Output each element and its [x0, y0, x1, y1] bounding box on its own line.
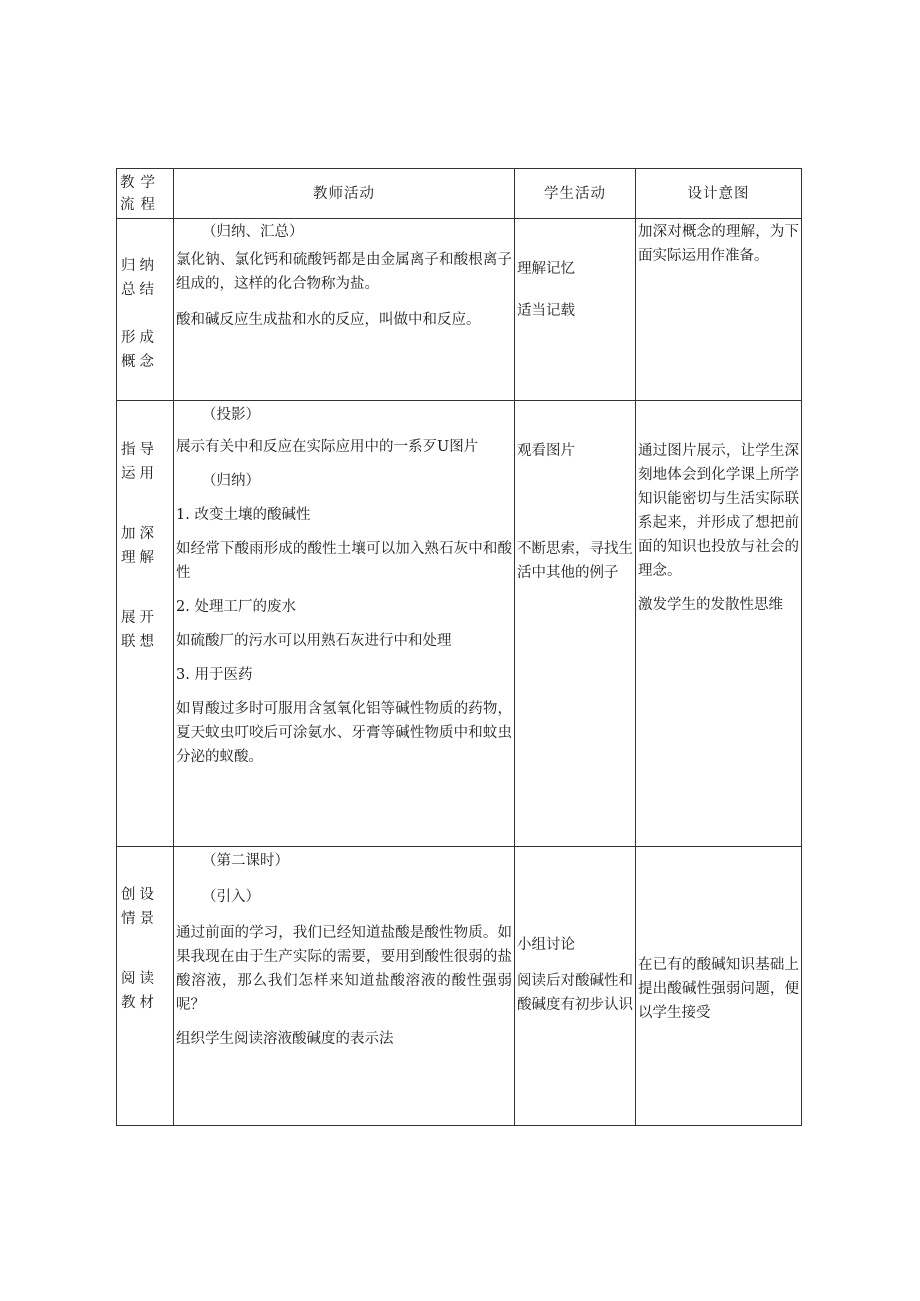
intent-text: 通过图片展示，让学生深刻地体会到化学课上所学知识能密切与生活实际联系起来，并形成了想把前面的知识也投放与社会的理念。 — [638, 443, 799, 579]
design-intent-cell — [636, 401, 802, 847]
student-text: 观看图片 — [517, 443, 575, 459]
teacher-text: 如硫酸厂的污水可以用熟石灰进行中和处理 — [176, 633, 452, 649]
student-activity-cell — [515, 401, 636, 847]
header-teaching-flow: 教学流程 — [117, 169, 174, 219]
flow-cell — [117, 847, 174, 1126]
student-activity-cell — [515, 847, 636, 1126]
header-teacher-activity: 教师活动 — [174, 169, 515, 219]
flow-stage: 阅读教材 — [121, 971, 158, 1011]
teacher-heading: 3. 用于医药 — [176, 667, 253, 683]
flow-stage: 创设情景 — [121, 887, 158, 927]
design-intent-cell — [636, 847, 802, 1126]
flow-stage: 指导运用 — [121, 442, 158, 482]
teacher-text: 展示有关中和反应在实际应用中的一系歹U图片 — [176, 439, 479, 455]
flow-stage: 加深理解 — [121, 526, 158, 566]
teacher-activity-cell — [174, 847, 515, 1126]
table-row — [117, 219, 802, 401]
student-text: 适当记载 — [517, 303, 575, 319]
table-row — [117, 847, 802, 1126]
flow-stage: 形成概念 — [121, 330, 158, 370]
teacher-text: 氯化钠、氯化钙和硫酸钙都是由金属离子和酸根离子组成的，这样的化合物称为盐。 — [176, 252, 512, 292]
teacher-text: 酸和碱反应生成盐和水的反应，叫做中和反应。 — [176, 312, 481, 328]
student-text: 阅读后对酸碱性和酸碱度有初步认识 — [517, 973, 633, 1013]
flow-stage: 归纳总结 — [121, 258, 158, 298]
flow-stage: 展开联想 — [121, 610, 158, 650]
teacher-note: （第二课时） — [202, 853, 289, 869]
teacher-note: （归纳） — [202, 473, 260, 489]
teacher-activity-cell — [174, 219, 515, 401]
header-student-activity: 学生活动 — [515, 169, 636, 219]
student-text: 小组讨论 — [517, 937, 575, 953]
teacher-heading: 1. 改变土壤的酸碱性 — [176, 507, 311, 523]
intent-text: 加深对概念的理解，为下面实际运用作准备。 — [638, 224, 799, 264]
student-text: 理解记忆 — [517, 261, 575, 277]
student-activity-cell — [515, 219, 636, 401]
intent-text: 在已有的酸碱知识基础上提出酸碱性强弱问题，便以学生接受 — [638, 957, 799, 1021]
teacher-note: （引入） — [202, 889, 260, 905]
design-intent-cell — [636, 219, 802, 401]
teacher-note: （归纳、汇总） — [202, 224, 304, 240]
intent-text: 激发学生的发散性思维 — [638, 597, 783, 613]
teacher-heading: 2. 处理工厂的废水 — [176, 599, 296, 615]
teacher-text: 组织学生阅读溶液酸碱度的表示法 — [176, 1031, 394, 1047]
flow-cell — [117, 219, 174, 401]
table-row — [117, 401, 802, 847]
teacher-text: 如胃酸过多时可服用含氢氧化铝等碱性物质的药物，夏天蚊虫叮咬后可涂氨水、牙膏等碱性物质中和蚊虫分泌的蚁酸。 — [176, 701, 512, 765]
student-text: 不断思索，寻找生活中其他的例子 — [517, 541, 633, 581]
teacher-text: 通过前面的学习，我们已经知道盐酸是酸性物质。如果我现在由于生产实际的需要，要用到酸性很弱的盐酸溶液，那么我们怎样来知道盐酸溶液的酸性强弱呢？ — [176, 925, 512, 1013]
header-design-intent: 设计意图 — [636, 169, 802, 219]
flow-cell — [117, 401, 174, 847]
table-header-row — [117, 169, 802, 219]
teacher-activity-cell — [174, 401, 515, 847]
teacher-text: 如经常下酸雨形成的酸性土壤可以加入熟石灰中和酸性 — [176, 541, 512, 581]
teacher-note: （投影） — [202, 407, 260, 423]
lesson-plan-table — [116, 168, 802, 1126]
